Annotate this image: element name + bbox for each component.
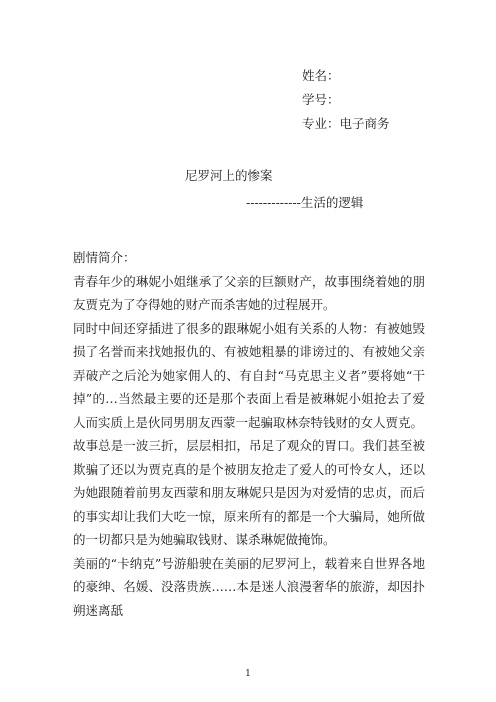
author-info bbox=[302, 64, 390, 136]
name-label: 姓名： bbox=[302, 68, 340, 83]
section-heading: 剧情简介： bbox=[73, 250, 136, 265]
paragraph: 同时中间还穿插进了很多的跟琳妮小姐有关系的人物：有被她毁损了名誉而来找她报仇的、有被她粗暴的诽谤过的、有被她父亲弄破产之后沦为她家佣人的、有自封“马克思主义者”要将她“干掉”的…当然最主要的还是那个表面上看是被琳妮小姐抢去了爱人而实质上是伙同男朋友西蒙一起骗取林奈特钱财的女人贾克。 bbox=[73, 320, 425, 430]
major-label: 专业：电子商务 bbox=[302, 116, 390, 131]
document-body bbox=[73, 246, 425, 622]
document-title: 尼罗河上的惨案 bbox=[185, 168, 273, 183]
paragraph: 故事总是一波三折，层层相扣，吊足了观众的胃口。我们甚至被欺骗了还以为贾克真的是个被朋友抢走了爱人的可怜女人，还以为她跟随着前男友西蒙和朋友琳妮只是因为对爱情的忠贞，而后的事实却让我们大吃一惊，原来所有的都是一个大骗局，她所做的一切都只是为她骗取钱财、谋杀琳妮做掩饰。 bbox=[73, 438, 425, 547]
paragraph: 青春年少的琳妮小姐继承了父亲的巨额财产，故事围绕着她的朋友贾克为了夺得她的财产而杀害她的过程展开。 bbox=[73, 273, 425, 312]
page-number: 1 bbox=[245, 669, 251, 679]
document-subtitle: -------------生活的逻辑 bbox=[246, 195, 364, 210]
paragraph: 美丽的“卡纳克”号游船驶在美丽的尼罗河上，载着来自世界各地的豪绅、名媛、没落贵族……本是迷人浪漫奢华的旅游，却因扑朔迷离舐 bbox=[73, 555, 425, 618]
student-id-label: 学号： bbox=[302, 92, 340, 107]
